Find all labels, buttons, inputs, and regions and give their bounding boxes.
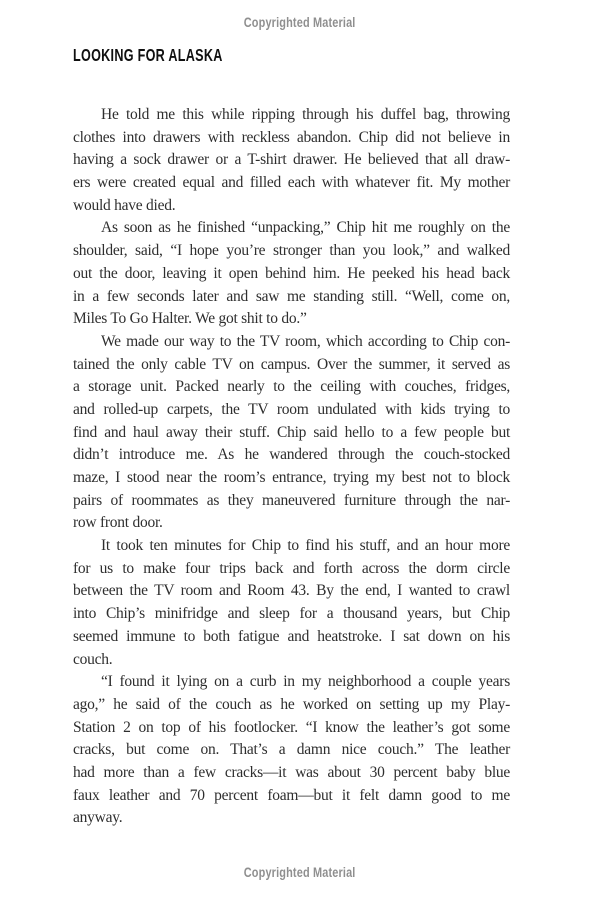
text-line-content: Station 2 on top of his footlocker. “I know the leather’s got some bbox=[73, 718, 510, 736]
text-line-content: couch. bbox=[73, 650, 113, 668]
running-header bbox=[73, 46, 281, 64]
text-line bbox=[73, 444, 510, 467]
text-line bbox=[73, 580, 510, 603]
text-line-content: seemed immune to both fatigue and heatstroke. I sat down on his bbox=[73, 627, 510, 645]
text-line-content: out the door, leaving it open behind him. He peeked his head back bbox=[73, 264, 510, 282]
text-line bbox=[73, 512, 510, 535]
text-line-content: pairs of roommates as they maneuvered furniture through the nar- bbox=[73, 491, 510, 509]
text-line bbox=[73, 104, 510, 127]
text-line bbox=[73, 354, 510, 377]
text-line bbox=[73, 739, 510, 762]
text-line-content: Miles To Go Halter. We got shit to do.” bbox=[73, 310, 307, 328]
text-line-content: didn’t introduce me. As he wandered through the couch-stocked bbox=[73, 446, 510, 464]
text-line bbox=[73, 376, 510, 399]
text-line-content: As soon as he finished “unpacking,” Chip hit me roughly on the bbox=[101, 219, 510, 237]
text-line-content: and rolled-up carpets, the TV room undulated with kids trying to bbox=[73, 400, 510, 418]
text-line bbox=[73, 671, 510, 694]
copyright-watermark-top bbox=[0, 15, 600, 30]
text-line bbox=[73, 422, 510, 445]
text-line-content: faux leather and 70 percent foam—but it felt damn good to me bbox=[73, 786, 510, 804]
copyright-watermark-bottom bbox=[0, 865, 600, 880]
text-line-content: ago,” he said of the couch as he worked on setting up my Play- bbox=[73, 695, 510, 713]
text-line-content: in a few seconds later and saw me standing still. “Well, come on, bbox=[73, 287, 510, 305]
text-line bbox=[73, 286, 510, 309]
text-line-content: ers were created equal and filled each with whatever fit. My mother bbox=[73, 174, 510, 192]
paragraph bbox=[73, 671, 510, 830]
text-line bbox=[73, 535, 510, 558]
paragraph bbox=[73, 331, 510, 535]
text-line bbox=[73, 717, 510, 740]
text-line bbox=[73, 195, 510, 218]
text-line bbox=[73, 626, 510, 649]
text-line bbox=[73, 308, 510, 331]
text-line-content: We made our way to the TV room, which according to Chip con- bbox=[101, 332, 510, 350]
text-line-content: into Chip’s minifridge and sleep for a thousand years, but Chip bbox=[73, 605, 510, 623]
text-line-content: tained the only cable TV on campus. Over the summer, it served as bbox=[73, 355, 510, 373]
text-line bbox=[73, 331, 510, 354]
paragraph bbox=[73, 217, 510, 330]
text-line-content: He told me this while ripping through his duffel bag, throwing bbox=[101, 106, 510, 123]
copyright-watermark-bottom-label: Copyrighted Material bbox=[244, 864, 356, 880]
text-line-content: find and haul away their stuff. Chip said hello to a few people but bbox=[73, 423, 510, 441]
text-line-content: clothes into drawers with reckless abandon. Chip did not believe in bbox=[73, 128, 510, 146]
text-line-content: row front door. bbox=[73, 514, 163, 532]
text-line bbox=[73, 649, 510, 672]
text-line bbox=[73, 263, 510, 286]
text-line-content: maze, I stood near the room’s entrance, trying my best not to block bbox=[73, 469, 510, 486]
text-line bbox=[73, 467, 510, 490]
text-line bbox=[73, 807, 510, 830]
text-line-content: having a sock drawer or a T-shirt drawer. He believed that all draw- bbox=[73, 151, 510, 169]
text-line bbox=[73, 603, 510, 626]
text-line bbox=[73, 694, 510, 717]
paragraph bbox=[73, 104, 510, 217]
text-line-content: “I found it lying on a curb in my neighborhood a couple years bbox=[101, 673, 510, 691]
text-line bbox=[73, 558, 510, 581]
text-line-content: cracks, but come on. That’s a damn nice couch.” The leather bbox=[73, 741, 510, 759]
text-line-content: would have died. bbox=[73, 196, 176, 214]
text-line bbox=[73, 149, 510, 172]
text-line bbox=[73, 490, 510, 513]
text-line bbox=[73, 172, 510, 195]
running-header-label: LOOKING FOR ALASKA bbox=[73, 45, 223, 65]
text-line-content: anyway. bbox=[73, 809, 123, 827]
text-line bbox=[73, 217, 510, 240]
text-line-content: had more than a few cracks—it was about 30 percent baby blue bbox=[73, 763, 510, 781]
text-line-content: for us to make four trips back and forth across the dorm circle bbox=[73, 559, 510, 577]
text-line bbox=[73, 240, 510, 263]
text-line-content: between the TV room and Room 43. By the end, I wanted to crawl bbox=[73, 582, 510, 600]
text-line bbox=[73, 785, 510, 808]
text-line-content: a storage unit. Packed nearly to the ceiling with couches, fridges, bbox=[73, 378, 510, 396]
copyright-watermark-top-label: Copyrighted Material bbox=[244, 14, 356, 30]
text-line bbox=[73, 127, 510, 150]
text-line-content: shoulder, said, “I hope you’re stronger than you look,” and walked bbox=[73, 242, 510, 260]
page-text bbox=[73, 104, 510, 830]
text-line bbox=[73, 399, 510, 422]
paragraph bbox=[73, 535, 510, 671]
text-line-content: It took ten minutes for Chip to find his stuff, and an hour more bbox=[101, 537, 510, 555]
text-line bbox=[73, 762, 510, 785]
